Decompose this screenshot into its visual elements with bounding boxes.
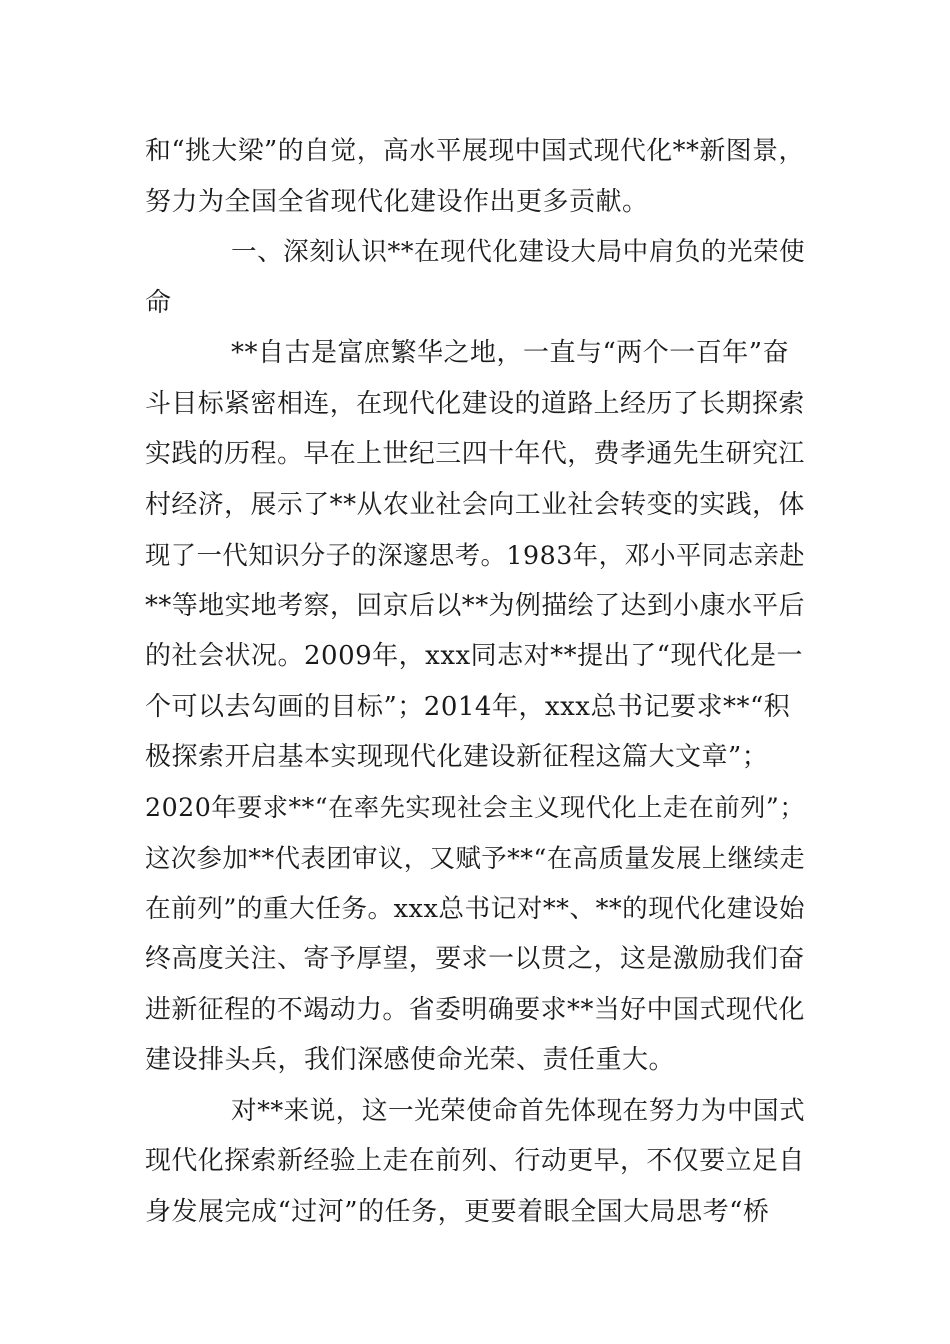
- text-line: 身发展完成“过河”的任务，更要着眼全国大局思考“桥: [145, 1196, 770, 1227]
- text-line: 村经济，展示了**从农业社会向工业社会转变的实践，体: [145, 489, 805, 520]
- text-line: 这次参加**代表团审议，又赋予**“在高质量发展上继续走: [145, 843, 806, 873]
- section-heading: 一、深刻认识**在现代化建设大局中肩负的光荣使: [231, 237, 806, 267]
- text-line: 个可以去勾画的目标”；2014年，xxx总书记要求**“积: [145, 691, 791, 722]
- paragraph-first-line: 对**来说，这一光荣使命首先体现在努力为中国式: [231, 1095, 806, 1126]
- text-line: 2020年要求**“在率先实现社会主义现代化上走在前列”；: [145, 792, 806, 822]
- text-line: 现了一代知识分子的深邃思考。1983年，邓小平同志亲赴: [145, 540, 806, 570]
- text-line: 进新征程的不竭动力。省委明确要求**当好中国式现代化: [145, 994, 805, 1025]
- text-line: 在前列”的重大任务。xxx总书记对**、**的现代化建设始: [145, 893, 805, 924]
- text-line: 实践的历程。早在上世纪三四十年代，费孝通先生研究江: [145, 439, 805, 469]
- text-line: 斗目标紧密相连，在现代化建设的道路上经历了长期探索: [145, 388, 805, 419]
- section-heading-continuation: 命: [145, 287, 172, 318]
- text-line: **等地实地考察，回京后以**为例描绘了达到小康水平后: [145, 590, 805, 621]
- text-line: 努力为全国全省现代化建设作出更多贡献。: [145, 186, 649, 217]
- text-line: 现代化探索新经验上走在前列、行动更早，不仅要立足自: [145, 1146, 805, 1176]
- document-body: [145, 126, 805, 1237]
- text-line: 终高度关注、寄予厚望，要求一以贯之，这是激励我们奋: [145, 944, 805, 974]
- text-line: 的社会状况。2009年，xxx同志对**提出了“现代化是一: [145, 641, 803, 671]
- text-line: 和“挑大梁”的自觉，高水平展现中国式现代化**新图景，: [145, 136, 805, 166]
- text-line: 极探索开启基本实现现代化建设新征程这篇大文章”；: [145, 742, 769, 772]
- paragraph-first-line: **自古是富庶繁华之地，一直与“两个一百年”奋: [231, 338, 790, 368]
- text-line: 建设排头兵，我们深感使命光荣、责任重大。: [145, 1045, 676, 1075]
